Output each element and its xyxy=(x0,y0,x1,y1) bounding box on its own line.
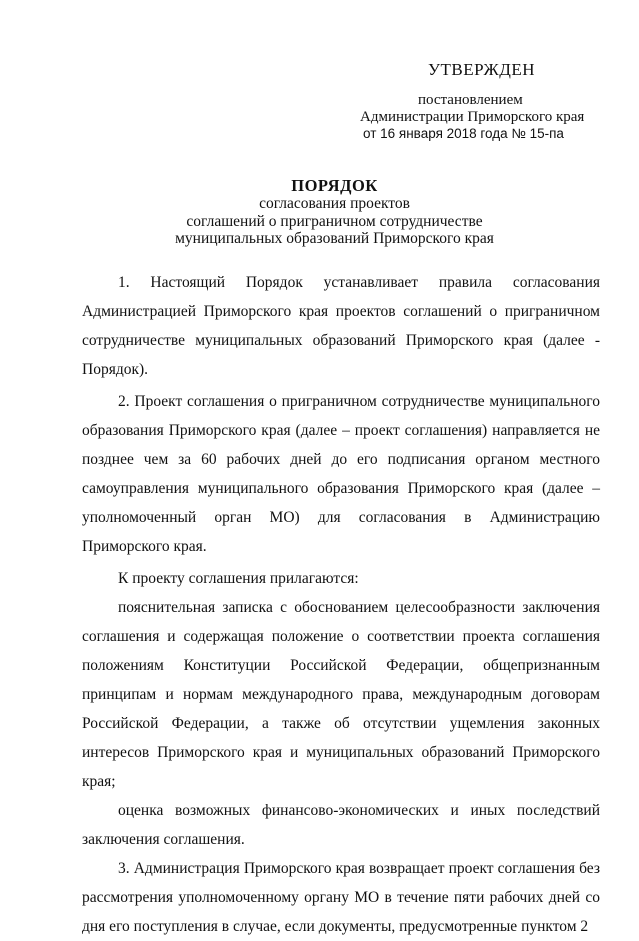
document-heading xyxy=(0,176,639,248)
paragraph-2: 2. Проект соглашения о приграничном сотрудничестве муниципального образования Приморского края (далее – проект соглашения) направляется не позднее чем за 60 рабочих дней до его подписания органом местного самоуправления муниципального образования Приморского края (далее – уполномоченный орган МО) для согласования в Администрацию Приморского края. xyxy=(82,393,600,555)
paragraph-assessment: оценка возможных финансово-экономических и иных последствий заключения соглашения. xyxy=(82,802,600,848)
approval-date-number: от 16 января 2018 года № 15-па xyxy=(363,126,564,141)
approval-line-1: постановлением xyxy=(418,92,523,108)
document-subtitle-line-3: муниципальных образований Приморского края xyxy=(175,230,494,247)
document-subtitle-line-2: соглашений о приграничном сотрудничестве xyxy=(186,212,483,230)
paragraph-explanatory-note: пояснительная записка с обоснованием целесообразности заключения соглашения и содержащая положение о соответствии проекта соглашения положениям Конституции Российской Федерации, общепризнанным принципам и нормам международного права, международным договорам Российской Федерации, а также об отсутствии ущемления законных интересов Приморского края и муниципальных образований Приморского края; xyxy=(82,599,600,790)
approval-title: УТВЕРЖДЕН xyxy=(428,60,535,79)
paragraph-3: 3. Администрация Приморского края возвращает проект соглашения без рассмотрения уполномоченному органу МО в течение пяти рабочих дней со дня его поступления в случае, если документы, предусмотренные пунктом 2 xyxy=(82,860,600,935)
document-title: ПОРЯДОК xyxy=(291,176,378,195)
paragraph-1: 1. Настоящий Порядок устанавливает правила согласования Администрацией Приморского края проектов соглашений о приграничном сотрудничестве муниципальных образований Приморского края (далее - Порядок). xyxy=(82,274,600,378)
document-body xyxy=(82,268,600,941)
paragraph-attachments-intro: К проекту соглашения прилагаются: xyxy=(118,570,359,587)
document-subtitle-line-1: согласования проектов xyxy=(259,195,410,212)
approval-line-2: Администрации Приморского края xyxy=(360,109,585,125)
